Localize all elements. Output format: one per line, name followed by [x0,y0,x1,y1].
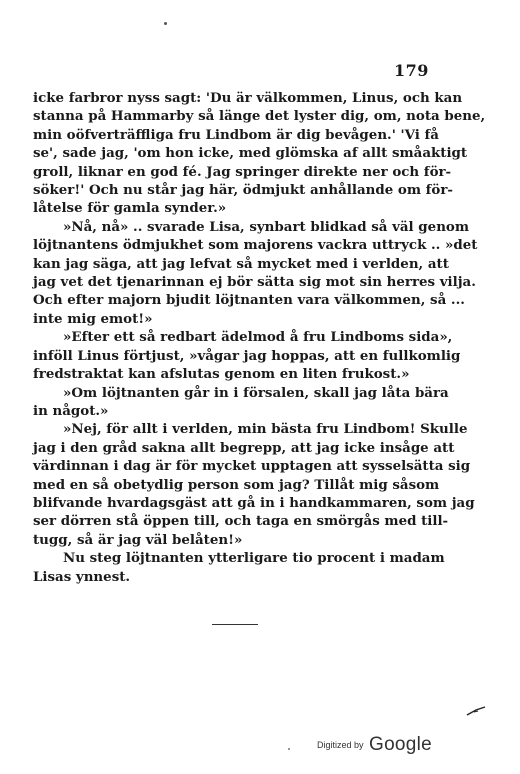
text-line: groll, liknar en god fé. Jag springer direkte ner och för- [33,163,452,180]
page-body-text [33,89,486,586]
text-line: »Nå, nå» .. svarade Lisa, synbart blidkad så väl genom [63,218,470,235]
text-line: »Efter ett så redbart ädelmod å fru Lindboms sida», [63,329,453,346]
text-line: värdinnan i dag är för mycket upptagen att sysselsätta sig [33,458,471,475]
digitized-by-google-watermark [317,734,432,756]
text-line: se', sade jag, 'om hon icke, med glömska af allt småaktigt [33,145,468,162]
text-line: låtelse för gamla synder.» [33,200,227,217]
page-number: 179 [394,61,429,80]
ink-mark-icon [466,706,486,716]
text-line: löjtnantens ödmjukhet som majorens vackra uttryck .. »det [33,237,478,254]
section-divider [212,624,258,625]
text-line: Nu steg löjtnanten ytterligare tio procent i madam [63,550,445,567]
text-line: inte mig emot!» [33,310,153,327]
text-line: inföll Linus förtjust, »vågar jag hoppas, att en fullkomlig [33,347,461,364]
text-line: icke farbror nyss sagt: 'Du är välkommen, Linus, och kan [33,90,463,106]
text-line: in något.» [33,402,109,419]
text-line: ser dörren stå öppen till, och taga en smörgås med till- [33,513,449,530]
text-line: stanna på Hammarby så länge det lyster dig, om, nota bene, [33,108,486,125]
text-line: blifvande hvardagsgäst att gå in i handkammaren, som jag [33,494,475,511]
text-line: jag vet det tjenarinnan ej bör sätta sig mot sin herres vilja. [33,274,476,291]
text-line: söker!' Och nu står jag här, ödmjukt anhållande om för- [33,182,453,199]
text-line: »Om löjtnanten går in i försalen, skall jag låta bära [63,384,449,401]
speck-dot [288,748,290,750]
text-line: Lisas ynnest. [33,568,131,585]
digitized-label: Digitized by [317,740,364,750]
text-line: med en så obetydlig person som jag? Tillåt mig såsom [33,476,440,493]
text-line: tugg, så är jag väl belåten!» [33,531,243,548]
text-line: Och efter majorn bjudit löjtnanten vara välkommen, så ... [33,292,465,309]
google-logo: Google [368,734,433,755]
text-line: fredstraktat kan afslutas genom en liten frukost.» [33,366,410,383]
text-line: »Nej, för allt i verlden, min bästa fru Lindbom! Skulle [63,421,468,438]
text-line: jag i den gråd sakna allt begrepp, att jag icke insåge att [33,439,455,456]
text-line: min oöfverträffliga fru Lindbom är dig bevågen.' 'Vi få [33,126,439,143]
text-line: kan jag säga, att jag lefvat så mycket med i verlden, att [33,255,449,272]
speck-dot [164,22,167,25]
